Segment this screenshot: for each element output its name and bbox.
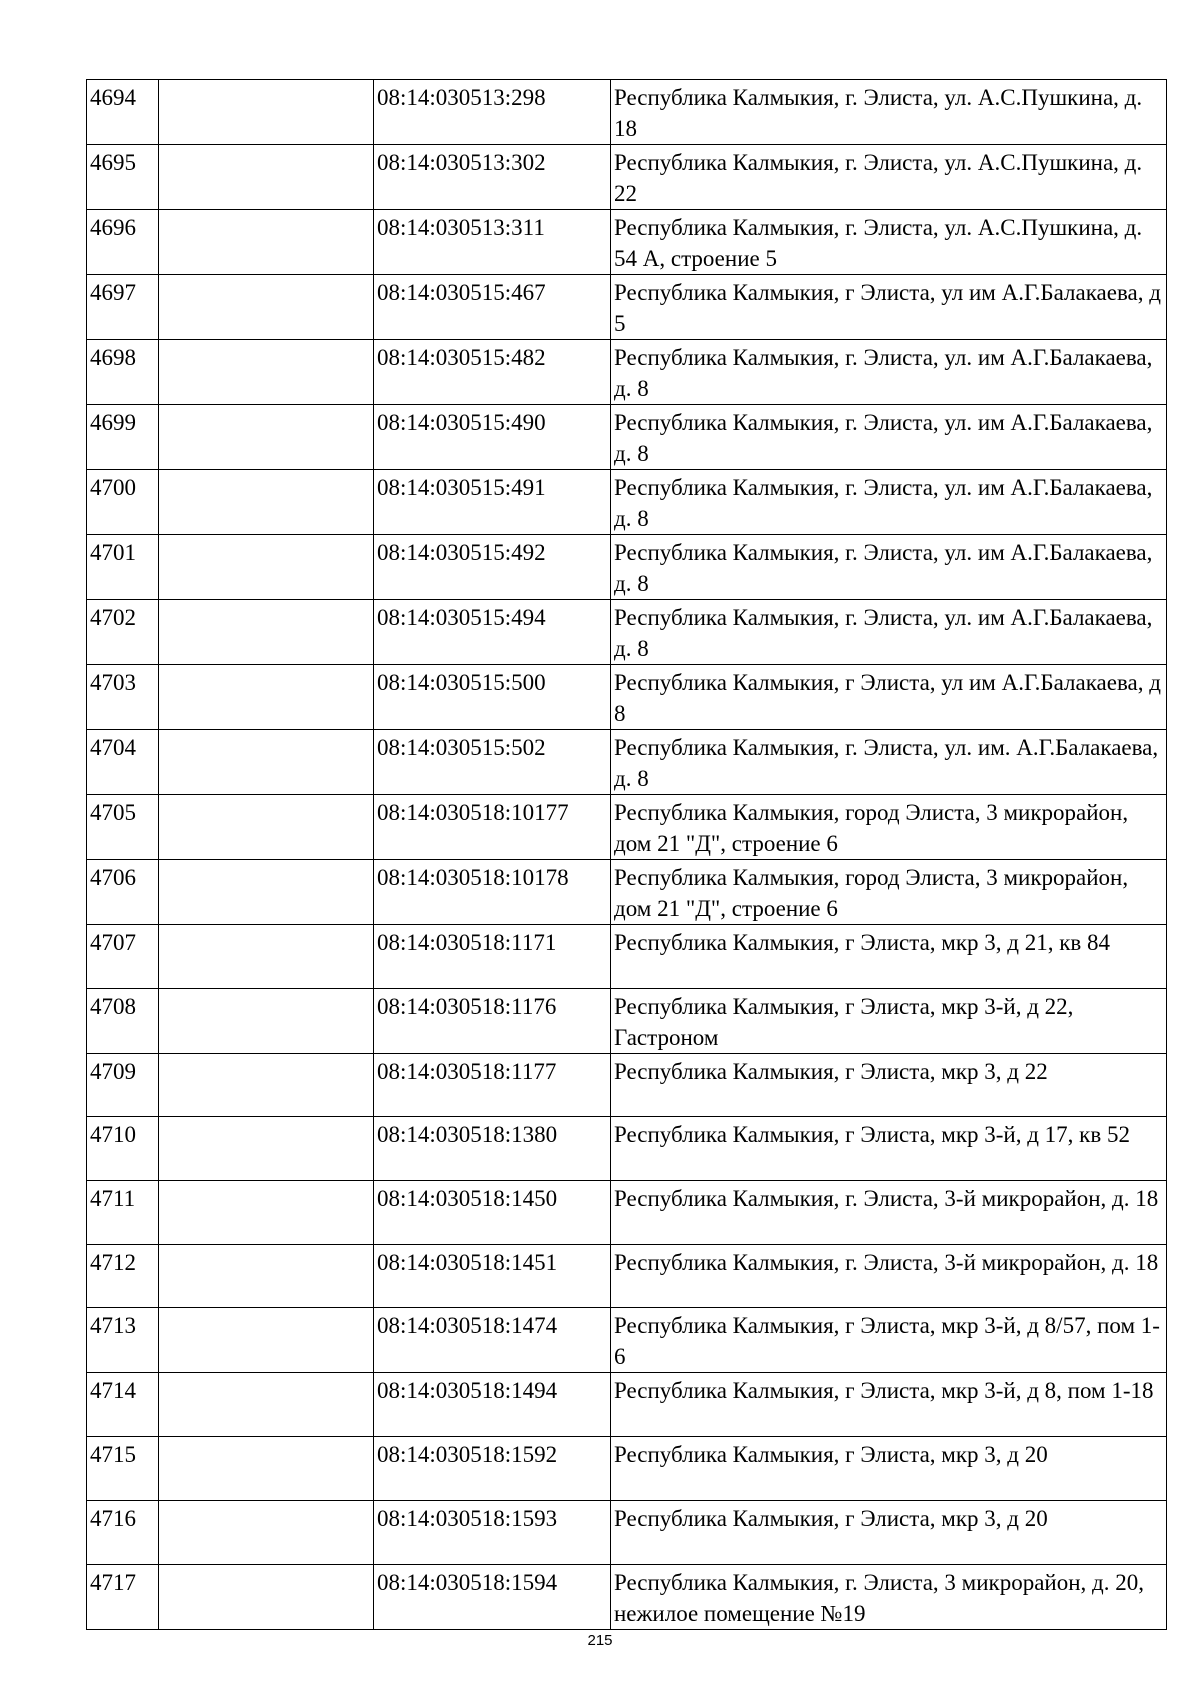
empty-cell xyxy=(159,665,374,730)
address-cell: Республика Калмыкия, г. Элиста, ул. им. А.Г.Балакаева, д. 8 xyxy=(611,730,1167,795)
cadastral-number-cell: 08:14:030515:467 xyxy=(374,275,611,340)
row-number-cell: 4705 xyxy=(87,795,159,860)
row-number-cell: 4707 xyxy=(87,925,159,989)
table-row xyxy=(87,1500,1167,1564)
row-number-cell: 4699 xyxy=(87,405,159,470)
empty-cell xyxy=(159,1117,374,1181)
cadastral-number-cell: 08:14:030513:302 xyxy=(374,145,611,210)
table-row xyxy=(87,988,1167,1053)
row-number-cell: 4694 xyxy=(87,80,159,145)
address-cell: Республика Калмыкия, г. Элиста, ул. им А.Г.Балакаева, д. 8 xyxy=(611,340,1167,405)
empty-cell xyxy=(159,470,374,535)
property-table xyxy=(86,79,1167,1630)
empty-cell xyxy=(159,600,374,665)
table-row xyxy=(87,340,1167,405)
row-number-cell: 4697 xyxy=(87,275,159,340)
table-row xyxy=(87,795,1167,860)
row-number-cell: 4706 xyxy=(87,860,159,925)
address-cell: Республика Калмыкия, г Элиста, мкр 3, д 20 xyxy=(611,1437,1167,1501)
cadastral-number-cell: 08:14:030518:1474 xyxy=(374,1308,611,1373)
empty-cell xyxy=(159,145,374,210)
row-number-cell: 4712 xyxy=(87,1244,159,1308)
address-cell: Республика Калмыкия, г Элиста, мкр 3-й, д 8, пом 1-18 xyxy=(611,1373,1167,1437)
empty-cell xyxy=(159,1437,374,1501)
row-number-cell: 4715 xyxy=(87,1437,159,1501)
row-number-cell: 4702 xyxy=(87,600,159,665)
address-cell: Республика Калмыкия, г Элиста, ул им А.Г.Балакаева, д 5 xyxy=(611,275,1167,340)
address-cell: Республика Калмыкия, г. Элиста, ул. им А.Г.Балакаева, д. 8 xyxy=(611,535,1167,600)
address-cell: Республика Калмыкия, г. Элиста, ул. им А.Г.Балакаева, д. 8 xyxy=(611,405,1167,470)
empty-cell xyxy=(159,340,374,405)
row-number-cell: 4708 xyxy=(87,988,159,1053)
row-number-cell: 4710 xyxy=(87,1117,159,1181)
empty-cell xyxy=(159,1564,374,1629)
cadastral-number-cell: 08:14:030513:311 xyxy=(374,210,611,275)
address-cell: Республика Калмыкия, г Элиста, мкр 3, д 22 xyxy=(611,1053,1167,1117)
address-cell: Республика Калмыкия, г. Элиста, ул. А.С.Пушкина, д. 54 А, строение 5 xyxy=(611,210,1167,275)
row-number-cell: 4716 xyxy=(87,1500,159,1564)
row-number-cell: 4711 xyxy=(87,1181,159,1245)
cadastral-number-cell: 08:14:030518:1171 xyxy=(374,925,611,989)
table-row xyxy=(87,210,1167,275)
row-number-cell: 4695 xyxy=(87,145,159,210)
cadastral-number-cell: 08:14:030518:1494 xyxy=(374,1373,611,1437)
empty-cell xyxy=(159,730,374,795)
empty-cell xyxy=(159,405,374,470)
address-cell: Республика Калмыкия, г Элиста, мкр 3, д 21, кв 84 xyxy=(611,925,1167,989)
cadastral-number-cell: 08:14:030513:298 xyxy=(374,80,611,145)
cadastral-number-cell: 08:14:030518:1177 xyxy=(374,1053,611,1117)
address-cell: Республика Калмыкия, г Элиста, мкр 3-й, д 8/57, пом 1-6 xyxy=(611,1308,1167,1373)
table-row xyxy=(87,1437,1167,1501)
table-row xyxy=(87,1181,1167,1245)
empty-cell xyxy=(159,860,374,925)
table-row xyxy=(87,145,1167,210)
row-number-cell: 4703 xyxy=(87,665,159,730)
cadastral-number-cell: 08:14:030518:1592 xyxy=(374,1437,611,1501)
address-cell: Республика Калмыкия, г Элиста, мкр 3, д 20 xyxy=(611,1500,1167,1564)
row-number-cell: 4714 xyxy=(87,1373,159,1437)
row-number-cell: 4717 xyxy=(87,1564,159,1629)
empty-cell xyxy=(159,1244,374,1308)
table-row xyxy=(87,275,1167,340)
table-row xyxy=(87,405,1167,470)
address-cell: Республика Калмыкия, город Элиста, 3 микрорайон, дом 21 "Д", строение 6 xyxy=(611,860,1167,925)
cadastral-number-cell: 08:14:030515:482 xyxy=(374,340,611,405)
table-row xyxy=(87,1308,1167,1373)
address-cell: Республика Калмыкия, г. Элиста, 3 микрорайон, д. 20, нежилое помещение №19 xyxy=(611,1564,1167,1629)
table-row xyxy=(87,535,1167,600)
table-row xyxy=(87,1564,1167,1629)
cadastral-number-cell: 08:14:030515:500 xyxy=(374,665,611,730)
row-number-cell: 4700 xyxy=(87,470,159,535)
page-number: 215 xyxy=(587,1632,613,1649)
address-cell: Республика Калмыкия, г Элиста, мкр 3-й, д 22, Гастроном xyxy=(611,988,1167,1053)
table-row xyxy=(87,665,1167,730)
empty-cell xyxy=(159,275,374,340)
table-row xyxy=(87,860,1167,925)
address-cell: Республика Калмыкия, г Элиста, мкр 3-й, д 17, кв 52 xyxy=(611,1117,1167,1181)
empty-cell xyxy=(159,1053,374,1117)
address-cell: Республика Калмыкия, г. Элиста, 3-й микрорайон, д. 18 xyxy=(611,1244,1167,1308)
empty-cell xyxy=(159,1373,374,1437)
cadastral-number-cell: 08:14:030518:10178 xyxy=(374,860,611,925)
address-cell: Республика Калмыкия, г Элиста, ул им А.Г.Балакаева, д 8 xyxy=(611,665,1167,730)
table-row xyxy=(87,470,1167,535)
empty-cell xyxy=(159,535,374,600)
empty-cell xyxy=(159,988,374,1053)
cadastral-number-cell: 08:14:030518:1380 xyxy=(374,1117,611,1181)
row-number-cell: 4696 xyxy=(87,210,159,275)
cadastral-number-cell: 08:14:030518:1593 xyxy=(374,1500,611,1564)
table-row xyxy=(87,1373,1167,1437)
table-row xyxy=(87,730,1167,795)
address-cell: Республика Калмыкия, город Элиста, 3 микрорайон, дом 21 "Д", строение 6 xyxy=(611,795,1167,860)
address-cell: Республика Калмыкия, г. Элиста, 3-й микрорайон, д. 18 xyxy=(611,1181,1167,1245)
table-body xyxy=(87,80,1167,1630)
empty-cell xyxy=(159,210,374,275)
table-row xyxy=(87,1117,1167,1181)
empty-cell xyxy=(159,1308,374,1373)
empty-cell xyxy=(159,925,374,989)
cadastral-number-cell: 08:14:030515:490 xyxy=(374,405,611,470)
cadastral-number-cell: 08:14:030518:1176 xyxy=(374,988,611,1053)
row-number-cell: 4698 xyxy=(87,340,159,405)
table-row xyxy=(87,1244,1167,1308)
empty-cell xyxy=(159,795,374,860)
empty-cell xyxy=(159,1500,374,1564)
cadastral-number-cell: 08:14:030515:494 xyxy=(374,600,611,665)
address-cell: Республика Калмыкия, г. Элиста, ул. А.С.Пушкина, д. 22 xyxy=(611,145,1167,210)
cadastral-number-cell: 08:14:030518:10177 xyxy=(374,795,611,860)
address-cell: Республика Калмыкия, г. Элиста, ул. А.С.Пушкина, д. 18 xyxy=(611,80,1167,145)
address-cell: Республика Калмыкия, г. Элиста, ул. им А.Г.Балакаева, д. 8 xyxy=(611,470,1167,535)
cadastral-number-cell: 08:14:030518:1594 xyxy=(374,1564,611,1629)
row-number-cell: 4713 xyxy=(87,1308,159,1373)
table-row xyxy=(87,600,1167,665)
cadastral-number-cell: 08:14:030515:491 xyxy=(374,470,611,535)
cadastral-number-cell: 08:14:030518:1450 xyxy=(374,1181,611,1245)
empty-cell xyxy=(159,80,374,145)
address-cell: Республика Калмыкия, г. Элиста, ул. им А.Г.Балакаева, д. 8 xyxy=(611,600,1167,665)
row-number-cell: 4704 xyxy=(87,730,159,795)
row-number-cell: 4701 xyxy=(87,535,159,600)
cadastral-number-cell: 08:14:030515:502 xyxy=(374,730,611,795)
row-number-cell: 4709 xyxy=(87,1053,159,1117)
table-row xyxy=(87,925,1167,989)
table-row xyxy=(87,1053,1167,1117)
cadastral-number-cell: 08:14:030515:492 xyxy=(374,535,611,600)
table-row xyxy=(87,80,1167,145)
cadastral-number-cell: 08:14:030518:1451 xyxy=(374,1244,611,1308)
empty-cell xyxy=(159,1181,374,1245)
